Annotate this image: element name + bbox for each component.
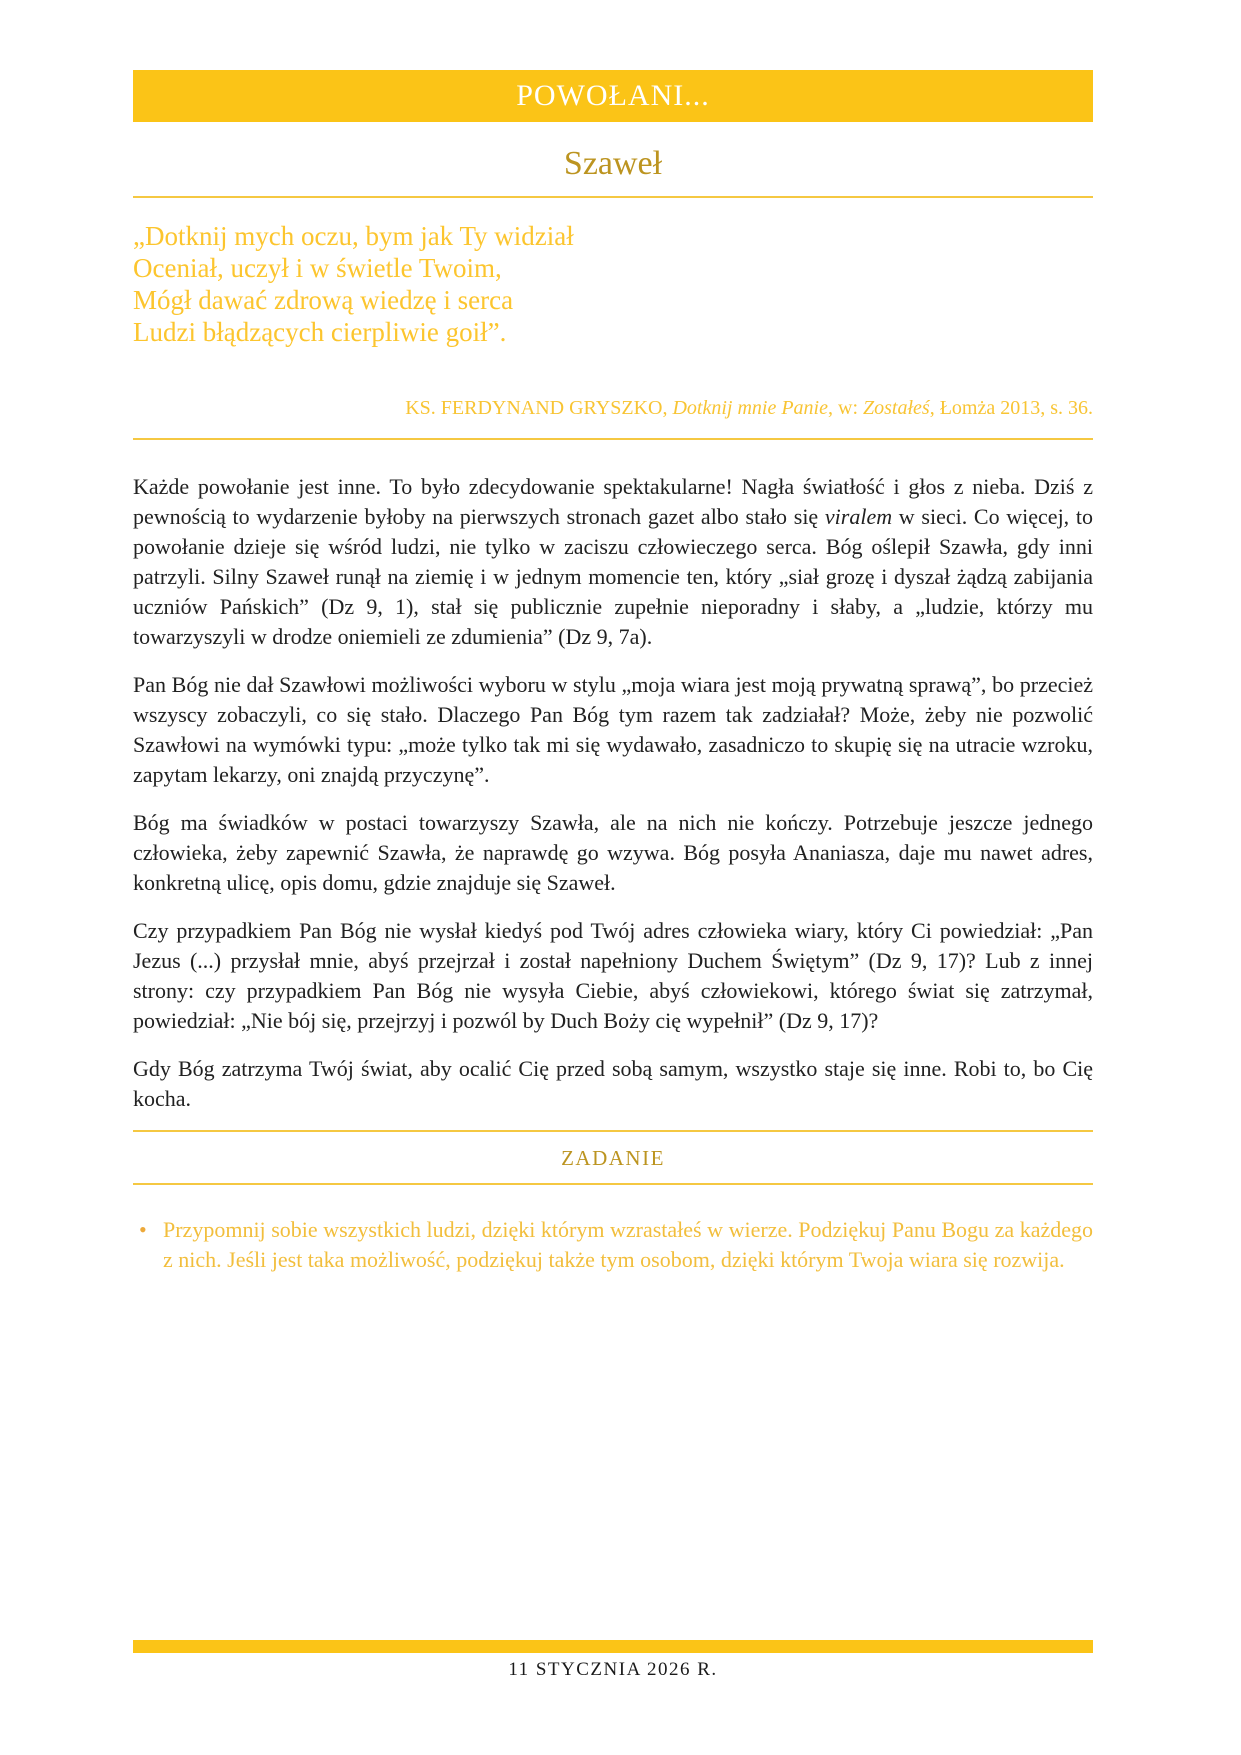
- quote-line: Oceniał, uczył i w świetle Twoim,: [133, 253, 502, 283]
- divider-under-title: [133, 196, 1093, 198]
- divider-below-task: [133, 1183, 1093, 1185]
- page-title: Szaweł: [563, 145, 663, 182]
- section-banner-label: POWOŁANI...: [516, 79, 710, 112]
- divider-above-task: [133, 1130, 1093, 1132]
- quote-citation: [133, 396, 1093, 420]
- article-body: [133, 472, 1093, 1114]
- body-paragraph: [133, 472, 1093, 652]
- divider-under-citation: [133, 438, 1093, 440]
- citation-collection-title: Zostałeś: [863, 397, 930, 419]
- footer-bar: [133, 1640, 1093, 1653]
- task-list: [133, 1215, 1093, 1275]
- body-paragraph: Pan Bóg nie dał Szawłowi możliwości wyboru w stylu „moja wiara jest moją prywatną sprawą”, bo przecież wszyscy zobaczyli, co się stało. Dlaczego Pan Bóg tym razem tak zadziałał? Może, żeby nie pozwolić Szawłowi na wymówki typu: „może tylko tak mi się wydawało, zasadniczo to skupię się na utracie wzroku, zapytam lekarzy, oni znajdą przyczynę”.: [133, 672, 1093, 787]
- body-paragraph: Bóg ma świadków w postaci towarzyszy Szawła, ale na nich nie kończy. Potrzebuje jeszcze jednego człowieka, żeby zapewnić Szawła, że naprawdę go wzywa. Bóg posyła Ananiasza, daje mu nawet adres, konkretną ulicę, opis domu, gdzie znajduje się Szaweł.: [133, 810, 1093, 895]
- paragraph-italic-word: viralem: [824, 504, 893, 529]
- quote-line: „Dotknij mych oczu, bym jak Ty widział: [133, 221, 574, 251]
- citation-connector: , w:: [828, 397, 863, 419]
- body-paragraph: Gdy Bóg zatrzyma Twój świat, aby ocalić Cię przed sobą samym, wszystko staje się inne. Robi to, bo Cię kocha.: [133, 1056, 1093, 1111]
- quote-line: Mógł dawać zdrową wiedzę i serca: [133, 285, 514, 315]
- citation-work-title: Dotknij mnie Panie: [672, 397, 828, 419]
- paragraph-text: Każde powołanie jest inne. To było zdecydowanie spektakularne! Nagła światłość i głos z nieba. Dziś z pewnością to wydarzenie byłoby na pierwszych stronach gazet albo stało się: [133, 474, 1093, 529]
- section-banner: [133, 70, 1093, 122]
- quote-block: [133, 220, 1093, 348]
- content-column: [133, 0, 1093, 1275]
- body-paragraph: Czy przypadkiem Pan Bóg nie wysłał kiedyś pod Twój adres człowieka wiary, który Ci powiedział: „Pan Jezus (...) przysłał mnie, abyś przejrzał i został napełniony Duchem Świętym” (Dz 9, 17)? Lub z innej strony: czy przypadkiem Pan Bóg nie wysyła Ciebie, abyś człowiekowi, którego świat się zatrzymał, powiedział: „Nie bój się, przejrzyj i pozwól by Duch Boży cię wypełnił” (Dz 9, 17)?: [133, 918, 1093, 1033]
- task-heading: ZADANIE: [561, 1146, 665, 1170]
- task-bullet-item: Przypomnij sobie wszystkich ludzi, dzięki którym wzrastałeś w wierze. Podziękuj Panu Bogu za każdego z nich. Jeśli jest taka możliwość, podziękuj także tym osobom, dzięki którym Twoja wiara się rozwija.: [163, 1217, 1093, 1272]
- bullet-icon: •: [139, 1217, 147, 1242]
- quote-line: Ludzi błądzących cierpliwie goił”.: [133, 317, 507, 347]
- citation-author: KS. FERDYNAND GRYSZKO,: [405, 397, 673, 419]
- footer-date: 11 STYCZNIA 2026 R.: [508, 1659, 718, 1680]
- paragraph-text: w sieci. Co więcej, to powołanie dzieje się wśród ludzi, nie tylko w zaciszu człowieczego serca. Bóg oślepił Szawła, gdy inni patrzyli. Silny Szaweł runął na ziemię i w jednym momencie ten, który „siał grozę i dyszał żądzą zabijania uczniów Pańskich” (Dz 9, 1), stał się publicznie zupełnie nieporadny i słaby, a „ludzie, którzy mu towarzyszyli w drodze oniemieli ze zdumienia” (Dz 9, 7a).: [133, 504, 1093, 649]
- page-footer: [133, 1640, 1093, 1681]
- citation-publication-info: , Łomża 2013, s. 36.: [929, 397, 1093, 419]
